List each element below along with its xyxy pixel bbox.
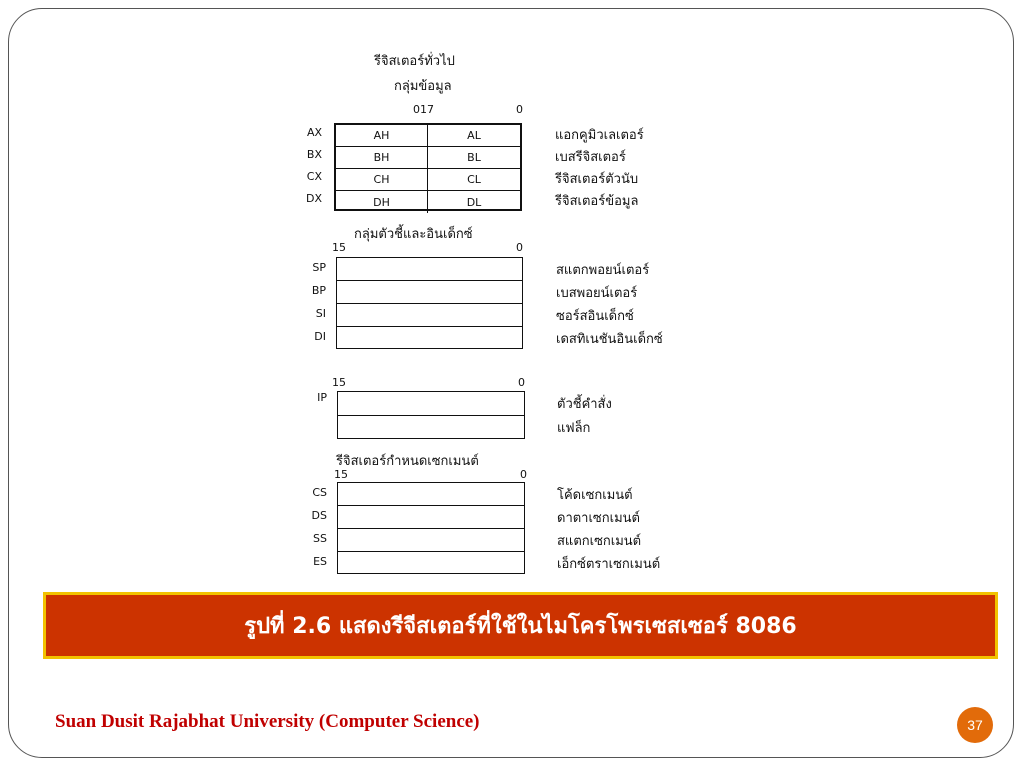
register-row xyxy=(336,125,520,147)
register-row xyxy=(337,258,522,281)
register-description: ดาตาเซกเมนต์ xyxy=(557,510,640,526)
figure-caption-banner xyxy=(43,592,998,659)
ip-group-bit-high: 15 xyxy=(332,376,346,389)
register-name: SP xyxy=(312,260,326,274)
register-row xyxy=(338,506,524,529)
segment-group-bit-low: 0 xyxy=(520,468,527,481)
register-high-byte: DH xyxy=(336,191,428,213)
register-description: เอ็กซ์ตราเซกเมนต์ xyxy=(557,556,661,572)
register-name: AX xyxy=(306,126,322,139)
register-row xyxy=(336,191,520,213)
register-row xyxy=(337,327,522,350)
register-description: ตัวชี้คำสั่ง xyxy=(557,397,612,412)
figure-caption-text: รูปที่ 2.6 แสดงรีจีสเตอร์ที่ใช้ในไมโครโพรเซสเซอร์ 8086 xyxy=(244,614,797,639)
ip-flags-box xyxy=(337,391,525,439)
register-name: IP xyxy=(317,391,327,404)
register-description: เบสรีจิสเตอร์ xyxy=(555,150,626,165)
general-registers-title: รีจิสเตอร์ทั่วไป xyxy=(374,54,455,69)
register-row xyxy=(338,416,524,440)
register-name: SS xyxy=(313,531,327,545)
footer-university: Suan Dusit Rajabhat University (Computer Science) xyxy=(55,711,480,732)
register-name: DI xyxy=(314,329,326,343)
register-description: ซอร์สอินเด็กซ์ xyxy=(556,308,634,324)
register-name: ES xyxy=(313,554,327,568)
register-name: BP xyxy=(311,283,326,297)
segment-registers-box xyxy=(337,482,525,574)
segment-group-title: รีจิสเตอร์กำหนดเซกเมนต์ xyxy=(336,454,479,469)
register-description: สแตกพอยน์เตอร์ xyxy=(556,262,650,278)
register-description: เดสทิเนชันอินเด็กซ์ xyxy=(556,331,663,347)
register-description: รีจิสเตอร์ข้อมูล xyxy=(555,194,639,209)
register-row xyxy=(336,169,520,191)
data-group-bit-high: 017 xyxy=(413,103,434,116)
register-name: BX xyxy=(306,148,322,161)
data-registers-box xyxy=(334,123,522,211)
register-high-byte: BH xyxy=(336,147,428,168)
pointer-group-bit-high: 15 xyxy=(332,241,346,254)
register-high-byte: CH xyxy=(336,169,428,190)
register-name: SI xyxy=(315,306,326,320)
register-name: DX xyxy=(305,192,322,205)
register-name: CS xyxy=(312,485,327,499)
pointer-registers-box xyxy=(336,257,523,349)
register-description: สแตกเซกเมนต์ xyxy=(557,533,642,549)
register-low-byte: CL xyxy=(467,173,481,186)
pointer-group-title: กลุ่มตัวชี้และอินเด็กซ์ xyxy=(354,227,473,242)
register-description: แอกคูมิวเลเตอร์ xyxy=(555,128,644,143)
register-low-byte: AL xyxy=(467,129,481,142)
register-description: โค้ดเซกเมนต์ xyxy=(557,487,633,503)
register-description: เบสพอยน์เตอร์ xyxy=(556,285,638,301)
register-row xyxy=(338,529,524,552)
register-high-byte: AH xyxy=(336,125,428,146)
register-row xyxy=(337,304,522,327)
register-row xyxy=(338,392,524,416)
segment-group-bit-high: 15 xyxy=(334,468,348,481)
data-group-title: กลุ่มข้อมูล xyxy=(394,79,452,94)
page-number-badge: 37 xyxy=(957,707,993,743)
register-row xyxy=(336,147,520,169)
register-row xyxy=(337,281,522,304)
register-low-byte: BL xyxy=(467,151,481,164)
data-group-bit-low: 0 xyxy=(516,103,523,116)
register-low-byte: DL xyxy=(466,195,482,209)
register-name: DS xyxy=(311,508,327,522)
register-description: แฟล็ก xyxy=(557,421,591,436)
pointer-group-bit-low: 0 xyxy=(516,241,523,254)
register-row xyxy=(338,552,524,575)
ip-group-bit-low: 0 xyxy=(518,376,525,389)
register-row xyxy=(338,483,524,506)
register-description: รีจิสเตอร์ตัวนับ xyxy=(555,172,639,187)
register-name: CX xyxy=(306,170,322,183)
